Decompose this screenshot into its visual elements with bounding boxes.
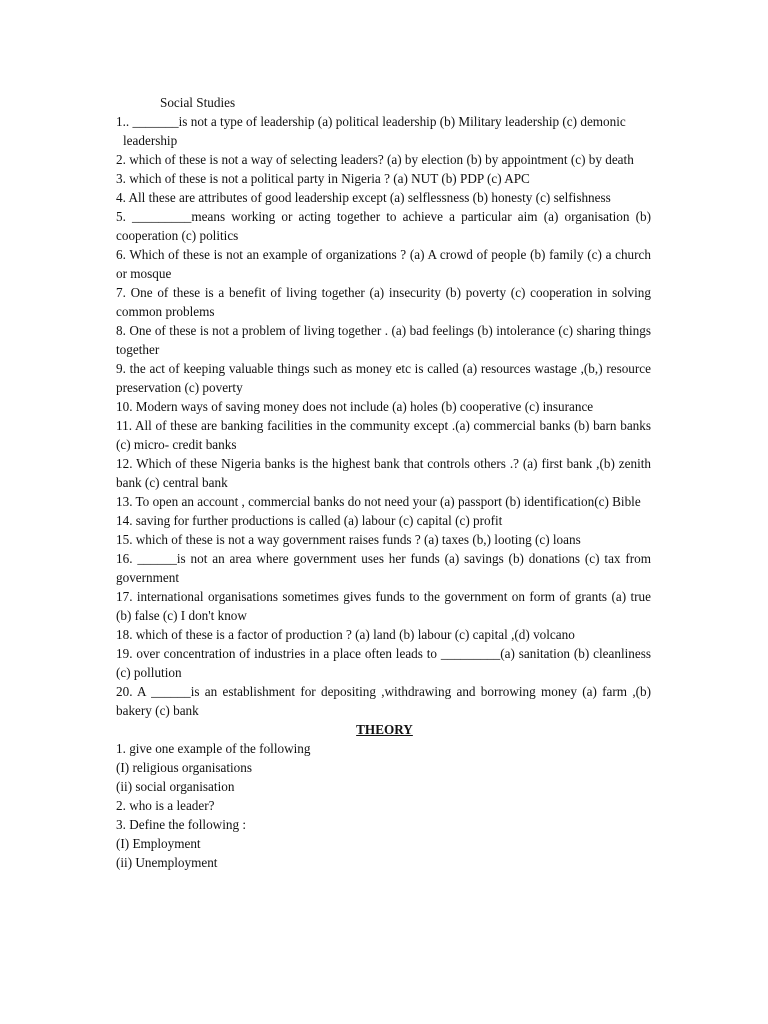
theory-line-2: (I) religious organisations (116, 760, 253, 775)
theory-line-4: 2. who is a leader? (116, 798, 215, 813)
theory-line-5: 3. Define the following : (116, 817, 247, 832)
question-20: 20. A ______is an establishment for depositing ,withdrawing and borrowing money (a) farm ,(b) bakery (c) bank (116, 684, 651, 718)
question-19: 19. over concentration of industries in a place often leads to _________(a) sanitation (b) cleanliness (c) pollution (116, 646, 651, 680)
theory-line-6: (I) Employment (116, 836, 201, 851)
question-3: 3. which of these is not a political party in Nigeria ? (a) NUT (b) PDP (c) APC (116, 171, 530, 186)
question-13: 13. To open an account , commercial banks do not need your (a) passport (b) identification(c) Bible (116, 494, 641, 509)
question-10: 10. Modern ways of saving money does not include (a) holes (b) cooperative (c) insurance (116, 399, 594, 414)
theory-line-1: 1. give one example of the following (116, 741, 311, 756)
theory-line-7: (ii) Unemployment (116, 855, 218, 870)
question-7: 7. One of these is a benefit of living together (a) insecurity (b) poverty (c) cooperation in solving common problems (116, 285, 651, 319)
question-14: 14. saving for further productions is called (a) labour (c) capital (c) profit (116, 513, 503, 528)
question-18: 18. which of these is a factor of production ? (a) land (b) labour (c) capital ,(d) volcano (116, 627, 575, 642)
question-5: 5. _________means working or acting together to achieve a particular aim (a) organisation (b) cooperation (c) politics (116, 209, 651, 243)
question-6: 6. Which of these is not an example of organizations ? (a) A crowd of people (b) family (c) a church or mosque (116, 247, 651, 281)
question-1-line2: leadership (123, 133, 178, 148)
question-1 (116, 112, 651, 150)
question-9: 9. the act of keeping valuable things such as money etc is called (a) resources wastage ,(b,) resource preservation (c) poverty (116, 361, 651, 395)
theory-heading: THEORY (356, 722, 413, 737)
question-11: 11. All of these are banking facilities in the community except .(a) commercial banks (b) barn banks (c) micro- credit banks (116, 418, 651, 452)
subject-title: Social Studies (160, 95, 236, 110)
question-12: 12. Which of these Nigeria banks is the highest bank that controls others .? (a) first bank ,(b) zenith bank (c) central bank (116, 456, 651, 490)
document-page (116, 93, 651, 872)
question-2: 2. which of these is not a way of selecting leaders? (a) by election (b) by appointment (c) by death (116, 152, 634, 167)
question-16: 16. ______is not an area where government uses her funds (a) savings (b) donations (c) tax from government (116, 551, 651, 585)
question-4: 4. All these are attributes of good leadership except (a) selflessness (b) honesty (c) selfishness (116, 190, 611, 205)
question-8: 8. One of these is not a problem of living together . (a) bad feelings (b) intolerance (c) sharing things together (116, 323, 651, 357)
theory-line-3: (ii) social organisation (116, 779, 235, 794)
question-15: 15. which of these is not a way government raises funds ? (a) taxes (b,) looting (c) loans (116, 532, 581, 547)
question-17: 17. international organisations sometimes gives funds to the government on form of grants (a) true (b) false (c) I don't know (116, 589, 651, 623)
question-1-line1: 1.. _______is not a type of leadership (a) political leadership (b) Military leadership (c) demonic (116, 114, 626, 129)
